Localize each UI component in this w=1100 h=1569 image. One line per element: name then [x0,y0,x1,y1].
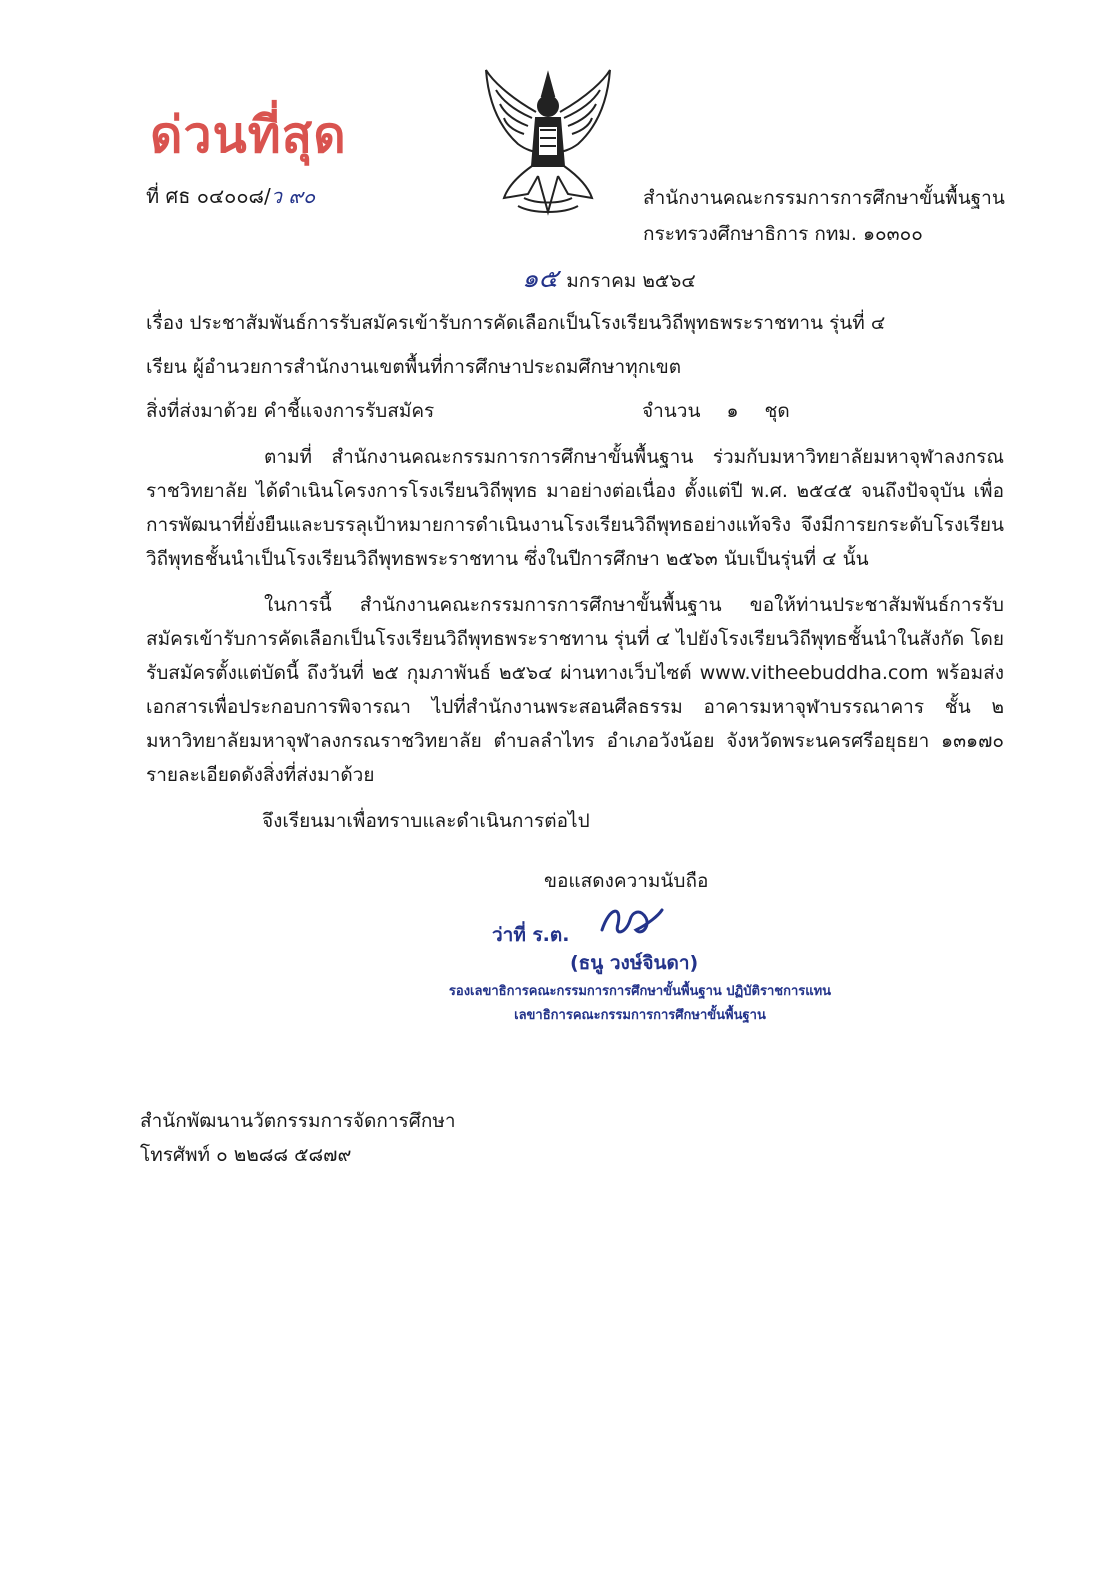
document-number [146,180,315,212]
date-month-year: มกราคม ๒๕๖๔ [566,270,696,292]
garuda-emblem-icon [478,66,618,218]
subject-line: เรื่อง ประชาสัมพันธ์การรับสมัครเข้ารับการคัดเลือกเป็นโรงเรียนวิถีพุทธพระราชทาน รุ่นที่ ๔ [146,312,886,334]
handwritten-signature [596,900,666,946]
signer-position-line-2: เลขาธิการคณะกรรมการการศึกษาขั้นพื้นฐาน [514,1008,766,1023]
enclosure-qty-label: จำนวน [642,400,701,422]
signer-position-line-1: รองเลขาธิการคณะกรรมการการศึกษาขั้นพื้นฐาน ปฏิบัติราชการแทน [448,984,832,999]
signer-rank: ว่าที่ ร.ต. [492,924,570,946]
signer-name: (ธนู วงษ์จินดา) [570,952,699,974]
issuing-office [643,180,1005,252]
document-number-prefix: ที่ ศธ ๐๔๐๐๘/ [146,184,271,208]
footer-phone: โทรศัพท์ ๐ ๒๒๘๘ ๕๘๗๙ [140,1144,352,1166]
footer-contact [140,1104,456,1172]
footer-unit: สำนักพัฒนานวัตกรรมการจัดการศึกษา [140,1110,456,1132]
body-paragraph-2: ในการนี้ สำนักงานคณะกรรมการการศึกษาขั้นพื้นฐาน ขอให้ท่านประชาสัมพันธ์การรับสมัครเข้ารับการคัดเลือกเป็นโรงเรียนวิถีพุทธพระราชทาน รุ่นที่ ๔ ไปยังโรงเรียนวิถีพุทธชั้นนำในสังกัด โดยรับสมัครตั้งแต่บัดนี้ ถึงวันที่ ๒๕ กุมภาพันธ์ ๒๕๖๔ ผ่านทางเว็บไซต์ www.vitheebuddha.com พร้อมส่งเอกสารเพื่อประกอบการพิจารณา ไปที่สำนักงานพระสอนศีลธรรม อาคารมหาจุฬาบรรณาคาร ชั้น ๒ มหาวิทยาลัยมหาจุฬาลงกรณราชวิทยาลัย ตำบลลำไทร อำเภอวังน้อย จังหวัดพระนครศรีอยุธยา ๑๓๑๗๐ รายละเอียดดังสิ่งที่ส่งมาด้วย [146,594,1004,786]
enclosure-quantity [642,396,816,426]
enclosure-qty-value: ๑ [726,400,739,422]
enclosure-line: สิ่งที่ส่งมาด้วย คำชี้แจงการรับสมัคร [146,400,435,422]
document-number-handwritten: ว ๙๐ [270,184,316,208]
date-day-handwritten: ๑๕ [522,264,559,294]
recipient-line: เรียน ผู้อำนวยการสำนักงานเขตพื้นที่การศึกษาประถมศึกษาทุกเขต [146,356,682,378]
urgency-stamp: ด่วนที่สุด [150,105,347,164]
enclosure-qty-unit: ชุด [764,400,790,422]
closing-line: จึงเรียนมาเพื่อทราบและดำเนินการต่อไป [262,810,590,832]
body-paragraph-1: ตามที่ สำนักงานคณะกรรมการการศึกษาขั้นพื้นฐาน ร่วมกับมหาวิทยาลัยมหาจุฬาลงกรณราชวิทยาลัย ได้ดำเนินโครงการโรงเรียนวิถีพุทธ มาอย่างต่อเนื่อง ตั้งแต่ปี พ.ศ. ๒๕๔๕ จนถึงปัจจุบัน เพื่อการพัฒนาที่ยั่งยืนและบรรลุเป้าหมายการดำเนินงานโรงเรียนวิถีพุทธอย่างแท้จริง จึงมีการยกระดับโรงเรียนวิถีพุทธชั้นนำเป็นโรงเรียนวิถีพุทธพระราชทาน ซึ่งในปีการศึกษา ๒๕๖๓ นับเป็นรุ่นที่ ๔ นั้น [146,446,1004,570]
office-address: กระทรวงศึกษาธิการ กทม. ๑๐๓๐๐ [643,223,923,245]
document-date [522,258,696,299]
regards-line: ขอแสดงความนับถือ [544,870,709,892]
office-name: สำนักงานคณะกรรมการการศึกษาขั้นพื้นฐาน [643,187,1005,209]
